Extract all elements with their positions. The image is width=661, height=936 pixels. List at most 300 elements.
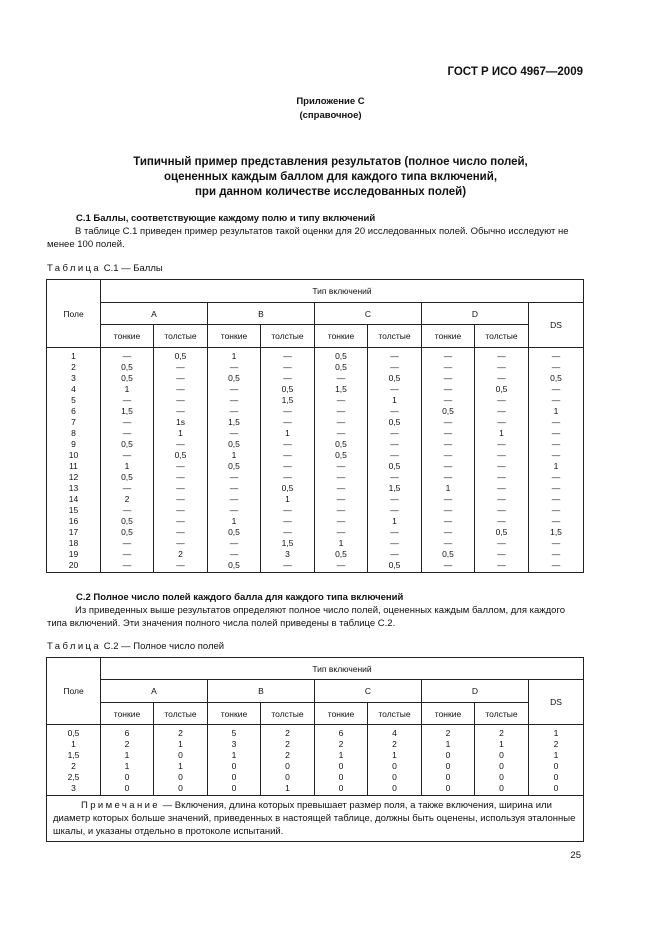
table-cell: — xyxy=(154,373,208,384)
table-cell: — xyxy=(261,560,315,573)
table-cell: 1,5 xyxy=(261,538,315,549)
table-cell: — xyxy=(101,450,154,461)
table-cell: 6 xyxy=(47,406,101,417)
header-type-c: C xyxy=(315,680,422,703)
table-cell: — xyxy=(368,450,422,461)
table-cell: 14 xyxy=(47,494,101,505)
table-cell: — xyxy=(208,472,261,483)
table-cell: 0,5 xyxy=(529,373,584,384)
table-cell: 0 xyxy=(101,783,154,796)
table-cell: — xyxy=(154,483,208,494)
header-type-d: D xyxy=(422,680,529,703)
table-cell: 0 xyxy=(422,783,475,796)
table-cell: — xyxy=(261,461,315,472)
table-cell: 0 xyxy=(422,761,475,772)
table-1 xyxy=(46,279,584,573)
table-cell: 1 xyxy=(315,750,368,761)
table-cell: — xyxy=(422,384,475,395)
table-cell: 0,5 xyxy=(208,527,261,538)
table-cell: — xyxy=(529,549,584,560)
table-cell: 0 xyxy=(475,772,529,783)
table-row xyxy=(47,761,584,772)
table-cell: 1 xyxy=(47,348,101,363)
section-1-heading: С.1 Баллы, соответствующие каждому полю и типу включений xyxy=(76,213,376,224)
table-cell: — xyxy=(368,505,422,516)
table-cell: — xyxy=(208,505,261,516)
table-cell: 0,5 xyxy=(208,439,261,450)
table-cell: — xyxy=(475,560,529,573)
table-cell: 0 xyxy=(368,761,422,772)
table-cell: 10 xyxy=(47,450,101,461)
header-inclusion-type: Тип включений xyxy=(101,280,584,303)
table-cell: 0,5 xyxy=(422,549,475,560)
table-cell: 0 xyxy=(261,772,315,783)
table-cell: 0 xyxy=(315,783,368,796)
header-thin: тонкие xyxy=(101,703,154,725)
table-cell: — xyxy=(315,417,368,428)
appendix-type: (справочное) xyxy=(299,110,362,121)
table-cell: 1 xyxy=(208,516,261,527)
table-cell: 1 xyxy=(154,428,208,439)
table-cell: 1 xyxy=(315,538,368,549)
table-cell: — xyxy=(154,472,208,483)
table-cell: 1 xyxy=(208,450,261,461)
table-cell: 19 xyxy=(47,549,101,560)
table-cell: — xyxy=(315,516,368,527)
table-cell: 0,5 xyxy=(315,362,368,373)
table-cell: 1 xyxy=(368,750,422,761)
table-cell: 1 xyxy=(529,461,584,472)
table-cell: 0 xyxy=(154,750,208,761)
table-cell: — xyxy=(475,549,529,560)
table-cell: 1,5 xyxy=(315,384,368,395)
table-cell: — xyxy=(315,373,368,384)
header-type-a: A xyxy=(101,680,208,703)
table-row xyxy=(47,549,584,560)
table-cell: 0 xyxy=(154,783,208,796)
table-cell: — xyxy=(422,516,475,527)
table-cell: — xyxy=(529,362,584,373)
table-cell: 1,5 xyxy=(261,395,315,406)
table-cell: — xyxy=(208,538,261,549)
table-cell: — xyxy=(101,560,154,573)
table-cell: — xyxy=(529,472,584,483)
table-cell: 0,5 xyxy=(154,348,208,363)
table-cell: — xyxy=(261,472,315,483)
header-thick: толстые xyxy=(475,703,529,725)
table-cell: — xyxy=(422,472,475,483)
table-row xyxy=(47,461,584,472)
table-cell: 0,5 xyxy=(47,725,101,740)
table-cell: — xyxy=(475,417,529,428)
table-cell: 3 xyxy=(261,549,315,560)
table-cell: 0,5 xyxy=(422,406,475,417)
table-cell: — xyxy=(422,461,475,472)
header-ds: DS xyxy=(529,303,584,348)
table-cell: — xyxy=(529,505,584,516)
table-cell: — xyxy=(101,538,154,549)
table-cell: 0,5 xyxy=(315,439,368,450)
table-cell: 0 xyxy=(208,761,261,772)
table-cell: 0 xyxy=(315,772,368,783)
table-cell: — xyxy=(422,373,475,384)
table-cell: — xyxy=(475,538,529,549)
table-cell: 1 xyxy=(261,494,315,505)
appendix-header xyxy=(0,95,661,123)
table-cell: 0 xyxy=(315,761,368,772)
table-cell: — xyxy=(261,505,315,516)
table-cell: — xyxy=(154,395,208,406)
table-cell: — xyxy=(154,516,208,527)
table-cell: — xyxy=(315,461,368,472)
table-cell: 0 xyxy=(261,761,315,772)
table-cell: — xyxy=(154,406,208,417)
table-cell: — xyxy=(368,384,422,395)
table-cell: 17 xyxy=(47,527,101,538)
table-cell: 12 xyxy=(47,472,101,483)
table-cell: — xyxy=(422,439,475,450)
table-cell: — xyxy=(475,373,529,384)
table-row xyxy=(47,395,584,406)
table-cell: 1 xyxy=(208,750,261,761)
table-row xyxy=(47,362,584,373)
table-cell: 1 xyxy=(529,406,584,417)
header-field: Поле xyxy=(47,658,101,725)
table-cell: 3 xyxy=(208,739,261,750)
table-cell: — xyxy=(422,450,475,461)
table-cell: — xyxy=(529,516,584,527)
table-row xyxy=(47,750,584,761)
table-cell: — xyxy=(261,516,315,527)
table-cell: 13 xyxy=(47,483,101,494)
table-cell: — xyxy=(315,527,368,538)
table-cell: 1 xyxy=(101,750,154,761)
table-row xyxy=(47,494,584,505)
table-cell: 2 xyxy=(368,739,422,750)
table-cell: 0 xyxy=(475,761,529,772)
table-cell: — xyxy=(154,384,208,395)
title-line-2: оцененных каждым баллом для каждого типа включений, xyxy=(163,171,498,183)
table-cell: 0,5 xyxy=(315,549,368,560)
table-cell: 1 xyxy=(208,348,261,363)
table-cell: 1 xyxy=(47,739,101,750)
table-cell: 2 xyxy=(315,739,368,750)
table-cell: — xyxy=(422,362,475,373)
header-thin: тонкие xyxy=(422,703,475,725)
table-cell: — xyxy=(101,505,154,516)
table-row xyxy=(47,348,584,363)
table-cell: — xyxy=(208,384,261,395)
table-cell: — xyxy=(154,538,208,549)
table-cell: — xyxy=(154,527,208,538)
table-cell: — xyxy=(208,549,261,560)
header-thick: толстые xyxy=(261,703,315,725)
table-cell: 2 xyxy=(529,739,584,750)
header-thick: толстые xyxy=(368,703,422,725)
table-cell: — xyxy=(529,384,584,395)
table-cell: — xyxy=(475,395,529,406)
table-cell: — xyxy=(154,560,208,573)
table-cell: 0,5 xyxy=(315,348,368,363)
table-cell: 1 xyxy=(101,461,154,472)
table-cell: 8 xyxy=(47,428,101,439)
table-cell: 9 xyxy=(47,439,101,450)
table-cell: 3 xyxy=(47,373,101,384)
table-cell: — xyxy=(315,483,368,494)
table-cell: 2,5 xyxy=(47,772,101,783)
table-cell: — xyxy=(261,348,315,363)
table-cell: — xyxy=(475,439,529,450)
table-cell: — xyxy=(261,439,315,450)
header-thick: толстые xyxy=(261,325,315,348)
table-cell: — xyxy=(368,494,422,505)
table-cell: 1 xyxy=(529,750,584,761)
table-cell: — xyxy=(529,348,584,363)
table-cell: — xyxy=(154,494,208,505)
table-cell: 0,5 xyxy=(101,516,154,527)
table-cell: — xyxy=(101,417,154,428)
table-row xyxy=(47,417,584,428)
table-cell: 0,5 xyxy=(208,560,261,573)
table-cell: 0 xyxy=(529,772,584,783)
appendix-title xyxy=(0,155,661,200)
table-cell: 2 xyxy=(154,725,208,740)
table-cell: — xyxy=(368,549,422,560)
table-cell: — xyxy=(315,472,368,483)
header-type-c: C xyxy=(315,303,422,325)
table-cell: 1 xyxy=(261,428,315,439)
table-cell: — xyxy=(315,406,368,417)
table-cell: — xyxy=(261,417,315,428)
table-cell: 1,5 xyxy=(47,750,101,761)
table-row xyxy=(47,527,584,538)
table-cell: — xyxy=(475,494,529,505)
table-cell: 0,5 xyxy=(101,362,154,373)
table-cell: — xyxy=(529,538,584,549)
table-cell: 0,5 xyxy=(101,527,154,538)
table-cell: — xyxy=(368,348,422,363)
table-cell: — xyxy=(475,406,529,417)
table-cell: — xyxy=(261,527,315,538)
table-cell: 1 xyxy=(475,428,529,439)
table-cell: — xyxy=(529,439,584,450)
table-cell: — xyxy=(422,428,475,439)
table-cell: 2 xyxy=(154,549,208,560)
table-cell: 5 xyxy=(208,725,261,740)
table-row xyxy=(47,505,584,516)
table-cell: — xyxy=(529,428,584,439)
header-thin: тонкие xyxy=(208,703,261,725)
table-cell: — xyxy=(315,560,368,573)
header-field: Поле xyxy=(47,280,101,348)
table-row xyxy=(47,483,584,494)
table-row xyxy=(47,450,584,461)
header-type-b: B xyxy=(208,680,315,703)
page-number: 25 xyxy=(570,850,581,861)
table-cell: — xyxy=(208,494,261,505)
table-cell: — xyxy=(422,494,475,505)
header-thick: толстые xyxy=(475,325,529,348)
table-cell: — xyxy=(315,494,368,505)
table-cell: 2 xyxy=(422,725,475,740)
table-cell: 2 xyxy=(261,739,315,750)
table-cell: — xyxy=(208,428,261,439)
table-cell: 15 xyxy=(47,505,101,516)
table-cell: 4 xyxy=(368,725,422,740)
table-cell: — xyxy=(154,362,208,373)
table-cell: — xyxy=(208,406,261,417)
table-row xyxy=(47,428,584,439)
table-cell: 1 xyxy=(261,783,315,796)
table-cell: 0,5 xyxy=(475,384,529,395)
table-cell: 2 xyxy=(47,761,101,772)
table-2-note: Примечание — Включения, длина которых превышает размер поля, а также включения, ширина или диаметр которых больше значений, приведенных в настоящей таблице, должны быть оценены, используя эталонные шкалы, и указаны отдельно в протоколе испытаний. xyxy=(47,796,584,842)
table-cell: 0 xyxy=(154,772,208,783)
table-cell: 1 xyxy=(529,725,584,740)
table-cell: — xyxy=(422,560,475,573)
table-cell: — xyxy=(368,538,422,549)
table-cell: 0 xyxy=(475,783,529,796)
table-cell: — xyxy=(475,362,529,373)
table-cell: 0,5 xyxy=(154,450,208,461)
table-cell: 2 xyxy=(47,362,101,373)
table-row xyxy=(47,406,584,417)
table-cell: — xyxy=(101,549,154,560)
table-cell: 0 xyxy=(529,761,584,772)
table-cell: 0,5 xyxy=(101,439,154,450)
table-cell: 0,5 xyxy=(101,472,154,483)
table-cell: — xyxy=(315,395,368,406)
table-cell: 1 xyxy=(101,761,154,772)
table-cell: 2 xyxy=(101,494,154,505)
table-cell: — xyxy=(529,417,584,428)
table-cell: 0,5 xyxy=(101,373,154,384)
table-cell: 0 xyxy=(422,750,475,761)
table-cell: 0,5 xyxy=(261,384,315,395)
table-cell: — xyxy=(368,439,422,450)
table-cell: — xyxy=(475,483,529,494)
table-cell: 1,5 xyxy=(101,406,154,417)
table-row xyxy=(47,560,584,573)
table-cell: — xyxy=(422,538,475,549)
table-cell: 0 xyxy=(368,772,422,783)
table-cell: — xyxy=(101,348,154,363)
standard-designation: ГОСТ Р ИСО 4967—2009 xyxy=(447,66,583,78)
table-cell: — xyxy=(422,527,475,538)
table-row xyxy=(47,472,584,483)
table-cell: 0,5 xyxy=(208,373,261,384)
table-1-caption: Таблица С.1 — Баллы xyxy=(47,263,163,274)
table-row xyxy=(47,373,584,384)
table-cell: — xyxy=(208,483,261,494)
table-cell: 0 xyxy=(208,783,261,796)
table-cell: 1,5 xyxy=(529,527,584,538)
table-cell: — xyxy=(368,428,422,439)
table-row xyxy=(47,439,584,450)
table-row xyxy=(47,772,584,783)
section-2-heading: С.2 Полное число полей каждого балла для каждого типа включений xyxy=(76,592,404,603)
table-cell: 0 xyxy=(529,783,584,796)
table-cell: 1s xyxy=(154,417,208,428)
table-cell: 2 xyxy=(261,750,315,761)
table-cell: 6 xyxy=(101,725,154,740)
header-thick: толстые xyxy=(154,703,208,725)
table-cell: 1 xyxy=(101,384,154,395)
header-type-b: B xyxy=(208,303,315,325)
table-cell: 0,5 xyxy=(368,560,422,573)
table-cell: 11 xyxy=(47,461,101,472)
table-cell: — xyxy=(475,505,529,516)
table-cell: — xyxy=(475,516,529,527)
table-cell: 1,5 xyxy=(368,483,422,494)
table-cell: 0,5 xyxy=(261,483,315,494)
table-cell: — xyxy=(475,450,529,461)
table-cell: 1 xyxy=(154,761,208,772)
table-cell: 0 xyxy=(475,750,529,761)
table-row xyxy=(47,384,584,395)
table-cell: — xyxy=(261,362,315,373)
table-cell: — xyxy=(422,395,475,406)
table-cell: 6 xyxy=(315,725,368,740)
table-cell: — xyxy=(101,428,154,439)
header-thin: тонкие xyxy=(208,325,261,348)
table-row xyxy=(47,783,584,796)
table-cell: 2 xyxy=(475,725,529,740)
table-cell: 0 xyxy=(368,783,422,796)
table-cell: 5 xyxy=(47,395,101,406)
table-cell: 1 xyxy=(422,483,475,494)
table-cell: — xyxy=(368,362,422,373)
table-cell: — xyxy=(368,406,422,417)
table-row xyxy=(47,538,584,549)
header-thin: тонкие xyxy=(422,325,475,348)
section-2-text: Из приведенных выше результатов определяют полное число полей, оцененных каждым баллом, для каждого типа включений. Эти значения полного числа полей приведены в таблице С.2. xyxy=(47,605,565,629)
table-cell: 4 xyxy=(47,384,101,395)
table-cell: — xyxy=(368,472,422,483)
header-type-a: A xyxy=(101,303,208,325)
table-cell: — xyxy=(529,450,584,461)
table-cell: 7 xyxy=(47,417,101,428)
table-cell: 0 xyxy=(101,772,154,783)
table-cell: 0,5 xyxy=(208,461,261,472)
table-cell: — xyxy=(154,439,208,450)
table-cell: 2 xyxy=(101,739,154,750)
table-cell: — xyxy=(208,362,261,373)
table-cell: — xyxy=(475,461,529,472)
table-cell: 0,5 xyxy=(368,373,422,384)
table-row xyxy=(47,739,584,750)
table-cell: — xyxy=(422,348,475,363)
table-cell: — xyxy=(529,494,584,505)
table-cell: 1 xyxy=(368,516,422,527)
table-row xyxy=(47,725,584,740)
table-cell: 18 xyxy=(47,538,101,549)
header-inclusion-type: Тип включений xyxy=(101,658,584,680)
title-line-3: при данном количестве исследованных полей) xyxy=(194,186,467,198)
table-cell: — xyxy=(261,450,315,461)
table-cell: 20 xyxy=(47,560,101,573)
table-cell: — xyxy=(422,505,475,516)
table-cell: — xyxy=(529,483,584,494)
table-cell: 1 xyxy=(422,739,475,750)
table-cell: — xyxy=(529,395,584,406)
table-cell: 0,5 xyxy=(368,417,422,428)
table-cell: — xyxy=(368,527,422,538)
header-thin: тонкие xyxy=(315,325,368,348)
header-ds: DS xyxy=(529,680,584,725)
table-cell: — xyxy=(315,428,368,439)
table-cell: — xyxy=(315,505,368,516)
